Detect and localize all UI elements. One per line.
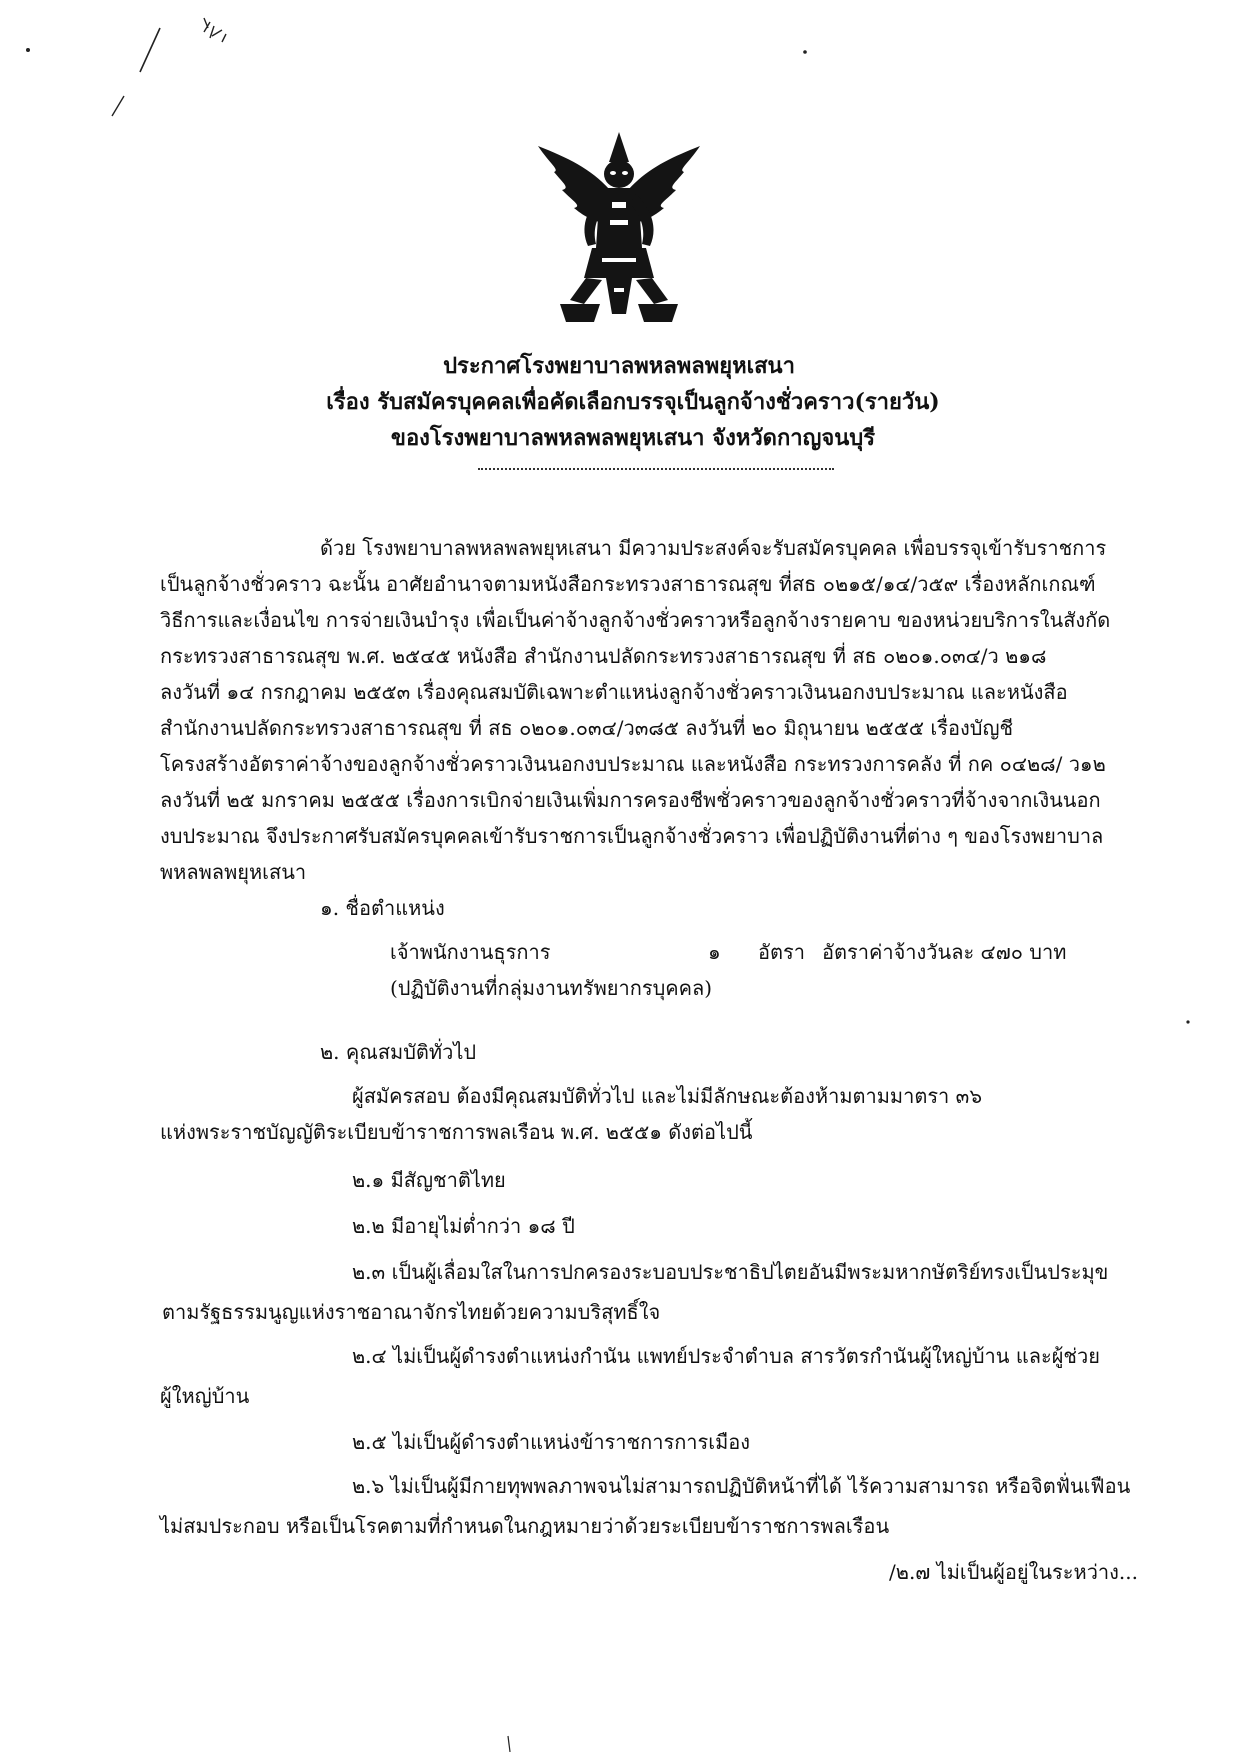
section-2-heading: ๒. คุณสมบัติทั่วไป bbox=[320, 1040, 477, 1064]
position-count: ๑ bbox=[708, 940, 721, 964]
qualification-item: ๒.๑ มีสัญชาติไทย bbox=[352, 1168, 506, 1192]
qualification-item: ๒.๕ ไม่เป็นผู้ดำรงตำแหน่งข้าราชการการเมือง bbox=[352, 1430, 751, 1454]
document-organization: ของโรงพยาบาลพหลพลพยุหเสนา จังหวัดกาญจนบุรี bbox=[390, 425, 876, 451]
document-title: ประกาศโรงพยาบาลพหลพลพยุหเสนา bbox=[443, 353, 795, 379]
qualification-item-continued: ผู้ใหญ่บ้าน bbox=[160, 1384, 250, 1408]
qualification-item-continued: ไม่สมประกอบ หรือเป็นโรคตามที่กำหนดในกฎหมายว่าด้วยระเบียบข้าราชการพลเรือน bbox=[160, 1514, 890, 1538]
intro-line: พหลพลพยุหเสนา bbox=[160, 860, 307, 884]
document-subject: เรื่อง รับสมัครบุคคลเพื่อคัดเลือกบรรจุเป็นลูกจ้างชั่วคราว(รายวัน) bbox=[326, 389, 940, 415]
intro-line: โครงสร้างอัตราค่าจ้างของลูกจ้างชั่วคราวเงินนอกงบประมาณ และหนังสือ กระทรวงการคลัง ที่ กค ๐๔๒๘/ ว๑๒ bbox=[160, 752, 1106, 776]
intro-line: สำนักงานปลัดกระทรวงสาธารณสุข ที่ สธ ๐๒๐๑.๐๓๔/ว๓๘๕ ลงวันที่ ๒๐ มิถุนายน ๒๕๕๕ เรื่องบัญชี bbox=[160, 716, 1014, 740]
page-continuation: /๒.๗ ไม่เป็นผู้อยู่ในระหว่าง... bbox=[889, 1560, 1138, 1584]
section-2-lead: ผู้สมัครสอบ ต้องมีคุณสมบัติทั่วไป และไม่มีลักษณะต้องห้ามตามมาตรา ๓๖ bbox=[352, 1084, 983, 1108]
document-heading bbox=[0, 348, 1238, 456]
intro-line: วิธีการและเงื่อนไข การจ่ายเงินบำรุง เพื่อเป็นค่าจ้างลูกจ้างชั่วคราวหรือลูกจ้างรายคาบ ของหน่วยบริการในสังกัด bbox=[160, 608, 1111, 632]
heading-divider bbox=[478, 468, 834, 470]
garuda-emblem-icon bbox=[530, 128, 708, 326]
qualification-item: ๒.๓ เป็นผู้เลื่อมใสในการปกครองระบอบประชาธิปไตยอันมีพระมหากษัตริย์ทรงเป็นประมุข bbox=[352, 1260, 1109, 1284]
qualification-item: ๒.๔ ไม่เป็นผู้ดำรงตำแหน่งกำนัน แพทย์ประจำตำบล สารวัตรกำนันผู้ใหญ่บ้าน และผู้ช่วย bbox=[352, 1344, 1100, 1368]
qualification-item: ๒.๒ มีอายุไม่ต่ำกว่า ๑๘ ปี bbox=[352, 1214, 575, 1238]
intro-line: ด้วย โรงพยาบาลพหลพลพยุหเสนา มีความประสงค์จะรับสมัครบุคคล เพื่อบรรจุเข้ารับราชการ bbox=[320, 536, 1107, 560]
position-unit: (ปฏิบัติงานที่กลุ่มงานทรัพยากรบุคคล) bbox=[390, 976, 713, 1000]
intro-line: ลงวันที่ ๒๕ มกราคม ๒๕๕๕ เรื่องการเบิกจ่ายเงินเพิ่มการครองชีพชั่วคราวของลูกจ้างชั่วคราวที่จ้างจากเงินนอก bbox=[160, 788, 1101, 812]
intro-line: งบประมาณ จึงประกาศรับสมัครบุคคลเข้ารับราชการเป็นลูกจ้างชั่วคราว เพื่อปฏิบัติงานที่ต่าง ๆ ของโรงพยาบาล bbox=[160, 824, 1104, 848]
section-2-lead: แห่งพระราชบัญญัติระเบียบข้าราชการพลเรือน พ.ศ. ๒๕๕๑ ดังต่อไปนี้ bbox=[160, 1120, 753, 1144]
section-1-heading: ๑. ชื่อตำแหน่ง bbox=[320, 896, 445, 920]
position-name: เจ้าพนักงานธุรการ bbox=[390, 940, 551, 964]
intro-line: กระทรวงสาธารณสุข พ.ศ. ๒๕๔๕ หนังสือ สำนักงานปลัดกระทรวงสาธารณสุข ที่ สธ ๐๒๐๑.๐๓๔/ว ๒๑๘ bbox=[160, 644, 1047, 668]
qualification-item-continued: ตามรัฐธรรมนูญแห่งราชอาณาจักรไทยด้วยความบริสุทธิ์ใจ bbox=[162, 1300, 661, 1324]
position-rate-label: อัตรา bbox=[758, 940, 805, 964]
intro-line: ลงวันที่ ๑๔ กรกฎาคม ๒๕๕๓ เรื่องคุณสมบัติเฉพาะตำแหน่งลูกจ้างชั่วคราวเงินนอกงบประมาณ และหนังสือ bbox=[160, 680, 1068, 704]
intro-line: เป็นลูกจ้างชั่วคราว ฉะนั้น อาศัยอำนาจตามหนังสือกระทรวงสาธารณสุข ที่สธ ๐๒๑๕/๑๔/ว๕๙ เรื่องหลักเกณฑ์ bbox=[160, 572, 1096, 596]
qualification-item: ๒.๖ ไม่เป็นผู้มีกายทุพพลภาพจนไม่สามารถปฏิบัติหน้าที่ได้ ไร้ความสามารถ หรือจิตฟั่นเฟือน bbox=[352, 1474, 1131, 1498]
position-wage: อัตราค่าจ้างวันละ ๔๗๐ บาท bbox=[822, 940, 1067, 964]
